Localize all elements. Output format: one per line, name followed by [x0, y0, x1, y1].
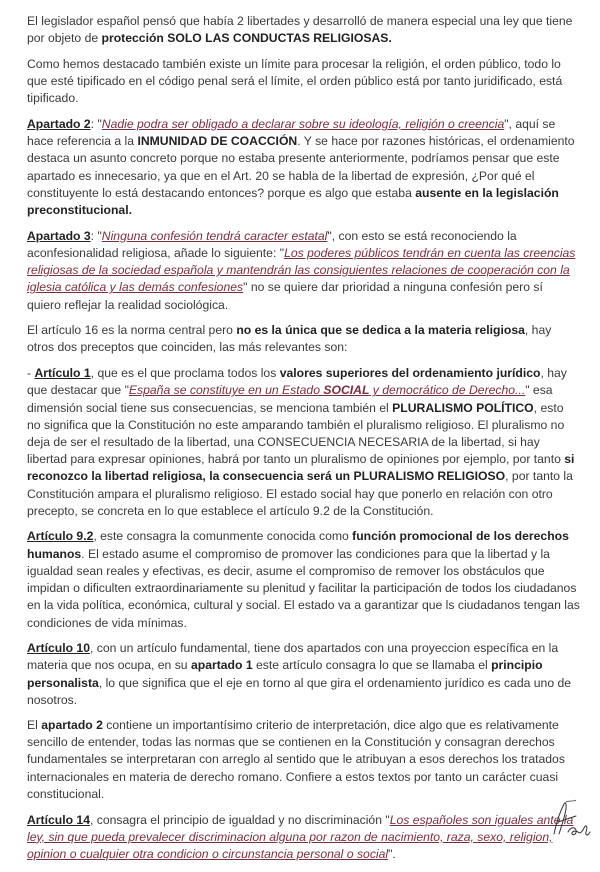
text: ", con esto se está reconociendo la aconfesionalidad religiosa, añade lo siguiente: " [27, 228, 517, 260]
text: , por tanto la Constitución ampara el pluralismo religioso. El estado social hay que ponerlo en relación con otro precepto, se concreta en lo que establece el artículo 9.2 de la Constitución. [27, 469, 573, 518]
section-label: Artículo 10 [27, 641, 90, 656]
text: El artículo 16 es la norma central pero [27, 323, 237, 338]
bold-text: PLURALISMO POLÍTICO [392, 400, 534, 415]
text: El [27, 718, 42, 733]
text: El legislador español pensó que había 2 libertades y desarrolló de manera especial una ley que tiene por objeto de [27, 14, 573, 46]
paragraph-articulo-14 [27, 812, 580, 864]
text: , hay que destacar que " [27, 366, 567, 398]
document-body [27, 13, 580, 872]
bold-text: apartado 1 [190, 658, 253, 673]
paragraph-5 [27, 322, 580, 356]
quote-bold: SOCIAL [323, 383, 370, 398]
text: , con un artículo fundamental, tiene dos apartados con una proyeccion específica en la materia que nos ocupa, en su [27, 641, 559, 673]
signature-mark [546, 794, 594, 842]
section-label: Apartado 3 [27, 228, 91, 243]
section-label: Artículo 9.2 [27, 529, 94, 544]
bold-text: ausente en la legislación preconstitucional. [27, 185, 559, 218]
text: , hay otros dos preceptos que coinciden, las más relevantes son: [27, 323, 552, 355]
text: contiene un importantísimo criterio de interpretación, dice algo que es relativamente sencillo de entender, todas las normas que se contienen en la Constitución y consagran derechos fundamentales se interpretaran con arreglo al sentido que le atribuyan a esos derechos los tratados internacionales en materia de derecho romano. Confiere a estos textos por tanto un carácter cuasi constitucional. [27, 718, 565, 801]
text: este artículo consagra lo que se llamaba el [252, 658, 492, 673]
text: , que es el que proclama todos los [90, 366, 280, 381]
text: " esa dimensión social tiene sus consecuencias, se menciona también el [27, 383, 553, 415]
section-label: Artículo 14 [27, 812, 90, 827]
quote: Los poderes públicos tendrán en cuenta las creencias religiosas de la sociedad española y mantendrán las consiguientes relaciones de cooperación con la iglesia católica y las demás confesiones [27, 245, 576, 295]
text: : " [90, 228, 102, 243]
text: . El estado asume el compromiso de promover las condiciones para que la libertad y la igualdad sean reales y efectivas, es decir, asume el compromiso de remover los obstáculos que impidan o dificulten extraordinariamente su plenitud y facilitar la participación de todos los ciudadanos en la vida política, económica, cultural y social. El estado va a garantizar que ls ciudadanos tengan las condiciones de vida mínimas. [27, 546, 580, 630]
quote: Nadie podra ser obligado a declarar sobre su ideología, religión o creencia [101, 117, 505, 132]
paragraph-articulo-9-2 [27, 528, 580, 631]
text: " no se quiere dar prioridad a ninguna confesión pero sí quiero reflejar la realidad sociológica. [27, 280, 543, 312]
section-label: Apartado 2 [27, 117, 91, 132]
text: , este consagra la comunmente conocida como [93, 529, 353, 544]
paragraph-apartado-3 [27, 228, 580, 314]
paragraph-1 [27, 13, 580, 47]
text: , esto no significa que la Constitución no este amparando también el pluralismo religioso. El pluralismo no deja de ser el resultado de la libertad, una CONSECUENCIA NECESARIA de la libertad, si hay libertad para expresar opiniones, habrá por tanto un pluralismo de opiniones por ejemplo, por tanto [27, 400, 565, 467]
bold-text: protección SOLO LAS CONDUCTAS RELIGIOSAS. [101, 31, 392, 46]
paragraph-apartado-2 [27, 116, 580, 219]
list-dash: - [27, 366, 35, 381]
quote: Ninguna confesión tendrá caracter estatal [101, 228, 328, 243]
paragraph-articulo-10 [27, 640, 580, 709]
text: ". [388, 846, 396, 861]
text: , consagra el principio de igualdad y no discriminación " [90, 812, 390, 827]
paragraph-2 [27, 56, 580, 108]
paragraph-apartado-2-art-10 [27, 717, 580, 803]
paragraph-articulo-1 [27, 365, 580, 520]
quote: España se constituye en un Estado [128, 383, 324, 398]
text: , lo que significa que el eje en torno al que gira el ordenamiento jurídico es cada uno de nosotros. [27, 675, 572, 707]
bold-text: valores superiores del ordenamiento jurídico [279, 366, 541, 381]
text: Como hemos destacado también existe un límite para procesar la religión, el orden público, todo lo que esté tipificado en el código penal será el límite, el orden público está por tanto juridificado, está tipificado. [27, 56, 563, 106]
bold-text: si reconozco la libertad religiosa, la consecuencia será un PLURALISMO RELIGIOSO [27, 452, 575, 484]
bold-text: no es la única que se dedica a la materia religiosa [236, 323, 525, 338]
bold-text: principio personalista [27, 658, 543, 690]
bold-text: INMUNIDAD DE COACCIÓN [137, 134, 298, 149]
bold-text: apartado 2 [41, 718, 103, 733]
quote: Los españoles son iguales ante la ley, sin que pueda prevalecer discriminacion alguna por razon de nacimiento, raza, sexo, religion, opinion o cualquier otra condicion o circunstancia personal o social [27, 812, 574, 861]
text: : " [90, 117, 102, 132]
text: ", aquí se hace referencia a la [27, 117, 556, 149]
section-label: Artículo 1 [34, 366, 91, 381]
text: . Y se hace por razones históricas, el ordenamiento destaca un asunto concreto porque no estaba presente anteriormente, podríamos pensar que este apartado es innecesario, ya que en el Art. 20 se habla de la libertad de expresión, ¿Por qué el constituyente lo está destacando entonces? porque es algo que estaba [27, 134, 575, 200]
bold-text: función promocional de los derechos humanos [27, 529, 569, 561]
quote: y democrático de Derecho... [369, 383, 526, 398]
